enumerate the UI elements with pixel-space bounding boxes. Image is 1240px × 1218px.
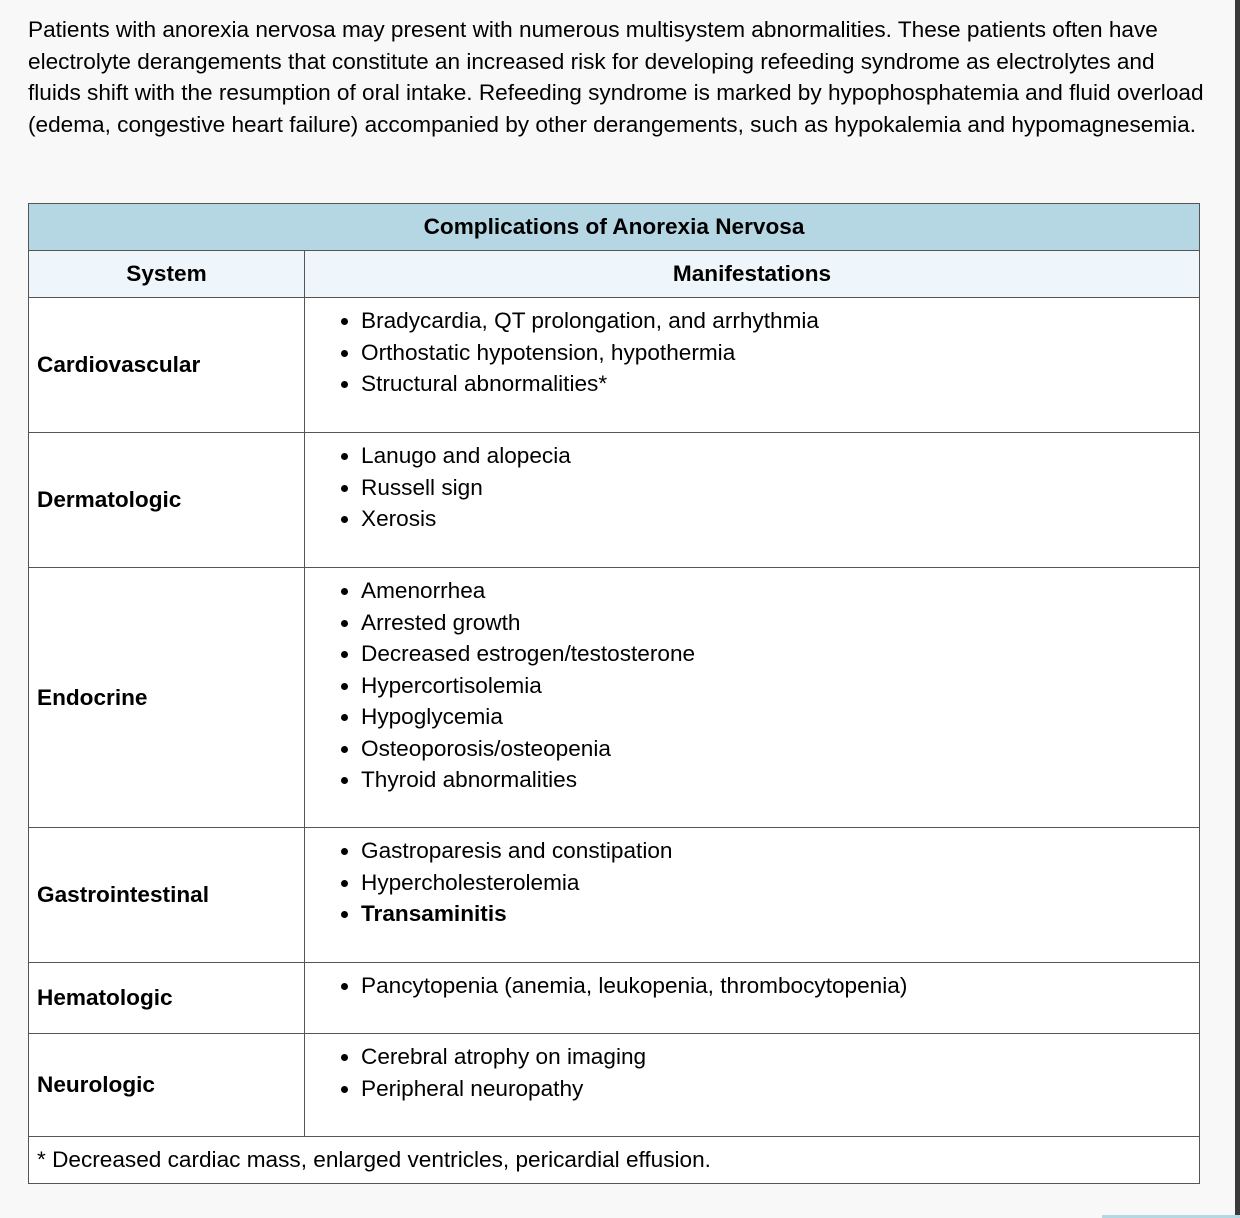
manifestations-cell — [305, 298, 1200, 433]
list-item: • Orthostatic hypotension, hypothermia — [361, 337, 1199, 369]
system-cardiovascular: Cardiovascular — [29, 298, 305, 433]
table-row — [29, 1034, 1200, 1137]
manifestations-cell — [305, 963, 1200, 1034]
list-item: • Decreased estrogen/testosterone — [361, 638, 1199, 670]
manifestations-cell — [305, 433, 1200, 568]
table-title: Complications of Anorexia Nervosa — [29, 204, 1200, 251]
list-item: • Russell sign — [361, 472, 1199, 504]
table-row — [29, 963, 1200, 1034]
header-manifestations: Manifestations — [305, 251, 1200, 298]
system-gastrointestinal: Gastrointestinal — [29, 828, 305, 963]
list-item: • Cerebral atrophy on imaging — [361, 1041, 1199, 1073]
system-hematologic: Hematologic — [29, 963, 305, 1034]
intro-paragraph: Patients with anorexia nervosa may present with numerous multisystem abnormalities. These patients often have electrolyte derangements that constitute an increased risk for developing refeeding syndrome as electrolytes and fluids shift with the resumption of oral intake. Refeeding syndrome is marked by hypophosphatemia and fluid overload (edema, congestive heart failure) accompanied by other derangements, such as hypokalemia and hypomagnesemia. — [28, 17, 1204, 137]
list-item: • Pancytopenia (anemia, leukopenia, thrombocytopenia) — [361, 970, 1199, 1002]
manifestations-cell — [305, 1034, 1200, 1137]
manifestation-list — [305, 1041, 1199, 1104]
list-item: • Osteoporosis/osteopenia — [361, 733, 1199, 765]
manifestations-cell — [305, 828, 1200, 963]
list-item: • Arrested growth — [361, 607, 1199, 639]
list-item: • Lanugo and alopecia — [361, 440, 1199, 472]
list-item: • Xerosis — [361, 503, 1199, 535]
table-footnote: * Decreased cardiac mass, enlarged ventricles, pericardial effusion. — [29, 1137, 1200, 1184]
table-row — [29, 433, 1200, 568]
manifestation-list — [305, 970, 1199, 1002]
list-item: • Amenorrhea — [361, 575, 1199, 607]
list-item: • Thyroid abnormalities — [361, 764, 1199, 796]
manifestations-cell — [305, 568, 1200, 828]
list-item: • Hypoglycemia — [361, 701, 1199, 733]
table-row — [29, 828, 1200, 963]
system-dermatologic: Dermatologic — [29, 433, 305, 568]
table-header-row — [29, 251, 1200, 298]
list-item: • Peripheral neuropathy — [361, 1073, 1199, 1105]
manifestation-list — [305, 835, 1199, 930]
list-item: • Bradycardia, QT prolongation, and arrhythmia — [361, 305, 1199, 337]
list-item: • Gastroparesis and constipation — [361, 835, 1199, 867]
list-item: • Hypercortisolemia — [361, 670, 1199, 702]
system-endocrine: Endocrine — [29, 568, 305, 828]
manifestation-list — [305, 575, 1199, 796]
system-neurologic: Neurologic — [29, 1034, 305, 1137]
complications-table — [28, 203, 1200, 1184]
window-edge — [1235, 0, 1240, 1218]
table-title-row — [29, 204, 1200, 251]
footnote-row — [29, 1137, 1200, 1184]
list-item: • Transaminitis — [361, 898, 1199, 930]
manifestation-list — [305, 440, 1199, 535]
header-system: System — [29, 251, 305, 298]
list-item: • Structural abnormalities* — [361, 368, 1199, 400]
manifestation-list — [305, 305, 1199, 400]
list-item: • Hypercholesterolemia — [361, 867, 1199, 899]
table-row — [29, 298, 1200, 433]
table-row — [29, 568, 1200, 828]
